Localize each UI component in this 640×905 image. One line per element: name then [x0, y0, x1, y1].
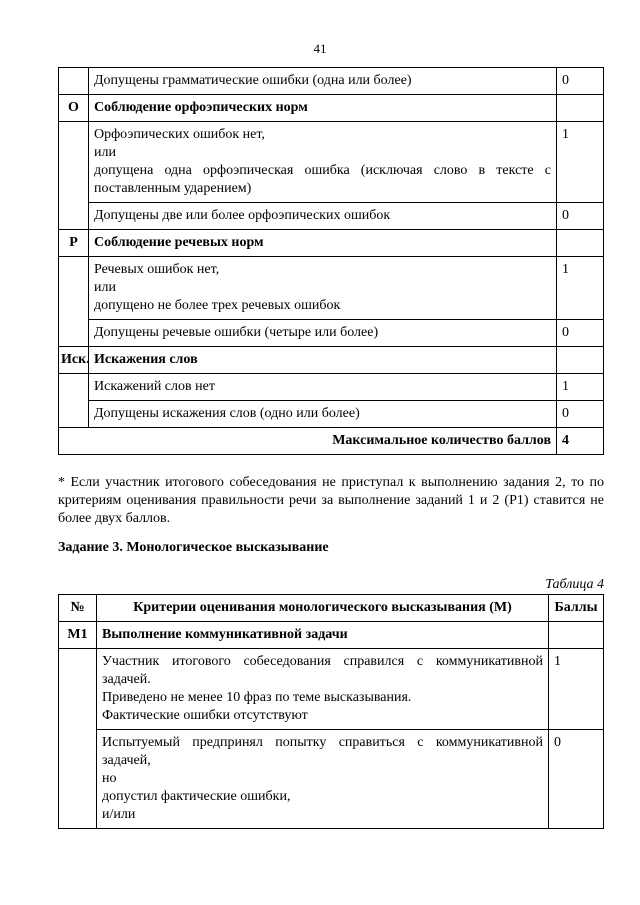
score-cell — [557, 347, 604, 374]
table-row — [59, 68, 604, 95]
code-cell — [59, 649, 97, 829]
table-row — [59, 622, 604, 649]
criterion-text: Допущены две или более орфоэпических ошибок — [89, 203, 557, 230]
score-cell — [557, 95, 604, 122]
code-cell — [59, 257, 89, 347]
score-cell: 1 — [557, 257, 604, 320]
table-row — [59, 95, 604, 122]
code-cell — [59, 68, 89, 95]
code-cell — [59, 122, 89, 230]
footnote: * Если участник итогового собеседования не приступал к выполнению задания 2, то по критериям оценивания правильности речи за выполнение заданий 1 и 2 (Р1) ставится не более двух баллов. — [58, 475, 604, 526]
table-row — [59, 401, 604, 428]
max-score-label: Максимальное количество баллов — [59, 428, 557, 455]
table-row — [59, 374, 604, 401]
criterion-text: Искажений слов нет — [89, 374, 557, 401]
table-row — [59, 320, 604, 347]
table-row — [59, 257, 604, 320]
text-line: Орфоэпических ошибок нет, — [94, 127, 265, 142]
table-caption: Таблица 4 — [545, 577, 604, 592]
text-line: или — [94, 280, 116, 295]
max-score-value: 4 — [557, 428, 604, 455]
page-number: 41 — [313, 41, 327, 56]
table-row — [59, 203, 604, 230]
criterion-title: Выполнение коммуникативной задачи — [97, 622, 549, 649]
table-row — [59, 649, 604, 730]
text-line: Участник итогового собеседования справился с коммуникативной задачей. — [102, 654, 543, 687]
text-line: допустил фактические ошибки, — [102, 789, 291, 804]
table-row — [59, 122, 604, 203]
task-heading: Задание 3. Монологическое высказывание — [58, 540, 329, 555]
header-number: № — [59, 595, 97, 622]
criterion-text — [97, 730, 549, 829]
criterion-code: О — [59, 95, 89, 122]
criterion-text — [89, 122, 557, 203]
criterion-code: М1 — [59, 622, 97, 649]
criterion-text: Допущены грамматические ошибки (одна или более) — [89, 68, 557, 95]
text-line: Фактические ошибки отсутствуют — [102, 708, 308, 723]
criterion-title: Искажения слов — [89, 347, 557, 374]
header-points: Баллы — [549, 595, 604, 622]
text-line: но — [102, 771, 117, 786]
score-cell: 0 — [557, 203, 604, 230]
score-cell — [557, 230, 604, 257]
score-cell: 0 — [557, 401, 604, 428]
text-line: или — [94, 145, 116, 160]
score-cell — [549, 622, 604, 649]
criterion-title: Соблюдение речевых норм — [89, 230, 557, 257]
criterion-code: Иск. — [59, 347, 89, 374]
text-line: Испытуемый предпринял попытку справиться с коммуникативной задачей, — [102, 735, 543, 768]
table-header-row — [59, 595, 604, 622]
score-cell: 0 — [549, 730, 604, 829]
score-cell: 0 — [557, 320, 604, 347]
table-row — [59, 428, 604, 455]
criterion-text: Допущены речевые ошибки (четыре или более) — [89, 320, 557, 347]
text-line: Приведено не менее 10 фраз по теме высказывания. — [102, 690, 412, 705]
header-criteria: Критерии оценивания монологического высказывания (М) — [97, 595, 549, 622]
score-cell: 1 — [557, 374, 604, 401]
table-row — [59, 347, 604, 374]
text-line: Речевых ошибок нет, — [94, 262, 220, 277]
criterion-text — [97, 649, 549, 730]
score-cell: 0 — [557, 68, 604, 95]
text-line: допущена одна орфоэпическая ошибка (исключая слово в тексте с поставленным ударением) — [94, 163, 551, 196]
text-line: допущено не более трех речевых ошибок — [94, 298, 341, 313]
monologue-criteria-table — [58, 594, 604, 829]
code-cell — [59, 374, 89, 428]
table-row — [59, 730, 604, 829]
score-cell: 1 — [557, 122, 604, 203]
criterion-code: Р — [59, 230, 89, 257]
score-cell: 1 — [549, 649, 604, 730]
speech-criteria-table — [58, 67, 604, 455]
criterion-text — [89, 257, 557, 320]
text-line: и/или — [102, 807, 136, 822]
criterion-title: Соблюдение орфоэпических норм — [89, 95, 557, 122]
table-row — [59, 230, 604, 257]
criterion-text: Допущены искажения слов (одно или более) — [89, 401, 557, 428]
